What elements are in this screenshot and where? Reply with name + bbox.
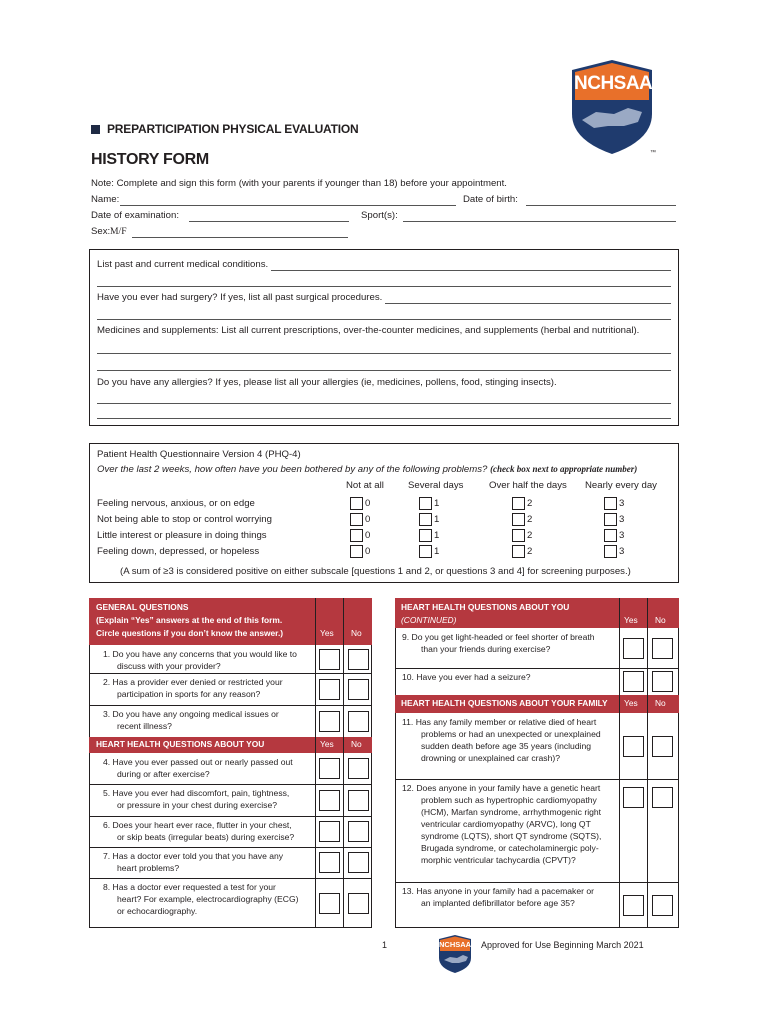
dob-label: Date of birth: <box>463 194 518 205</box>
question-text: Brugada syndrome, or catecholaminergic poly- <box>421 843 599 853</box>
family-no-label: No <box>655 698 666 708</box>
page-number: 1 <box>382 940 388 950</box>
phq4-score-label: 3 <box>619 546 625 557</box>
general-header-note-2: Circle questions if you don’t know the answer.) <box>96 628 284 638</box>
yes-checkbox[interactable] <box>623 895 644 916</box>
heart-cont-title: HEART HEALTH QUESTIONS ABOUT YOU <box>401 602 570 612</box>
approved-note: Approved for Use Beginning March 2021 <box>481 940 644 950</box>
allergies-line-1[interactable] <box>97 403 671 404</box>
no-checkbox[interactable] <box>348 711 369 732</box>
phq4-score-label: 0 <box>365 546 371 557</box>
general-header-note-1: (Explain “Yes” answers at the end of this form. <box>96 615 283 625</box>
family-header-title: HEART HEALTH QUESTIONS ABOUT YOUR FAMILY <box>401 698 608 708</box>
form-title: HISTORY FORM <box>91 151 209 168</box>
phq4-score-label: 1 <box>434 498 440 509</box>
conditions-line-2[interactable] <box>97 286 671 287</box>
question-text: (HCM), Marfan syndrome, arrhythmogenic right <box>421 807 602 817</box>
general-no-label: No <box>351 628 362 638</box>
question-text: ventricular cardiomyopathy (ARVC), long QT <box>421 819 591 829</box>
phq4-score-label: 2 <box>527 514 533 525</box>
exam-date-label: Date of examination: <box>91 210 179 221</box>
left-row-divider <box>89 847 372 848</box>
family-yes-label: Yes <box>624 698 638 708</box>
phq4-checkbox-r1-c3[interactable] <box>604 497 617 510</box>
phq4-score-label: 0 <box>365 514 371 525</box>
yes-checkbox[interactable] <box>319 790 340 811</box>
logo-text: NCHSAA <box>574 73 653 94</box>
left-row-divider <box>89 878 372 879</box>
question-text: participation in sports for any reason? <box>117 689 261 699</box>
heart-no-label: No <box>351 739 362 749</box>
phq4-checkbox-r3-c2[interactable] <box>512 529 525 542</box>
phq4-score-label: 1 <box>434 546 440 557</box>
yes-checkbox[interactable] <box>319 821 340 842</box>
no-checkbox[interactable] <box>348 679 369 700</box>
phq4-checkbox-r2-c2[interactable] <box>512 513 525 526</box>
sports-label: Sport(s): <box>361 210 398 221</box>
phq4-checkbox-r4-c3[interactable] <box>604 545 617 558</box>
phq4-score-label: 3 <box>619 530 625 541</box>
yes-checkbox[interactable] <box>319 649 340 670</box>
sex-label: Sex: <box>91 226 111 237</box>
phq4-score-label: 0 <box>365 530 371 541</box>
general-header-title: GENERAL QUESTIONS <box>96 602 189 612</box>
no-checkbox[interactable] <box>348 893 369 914</box>
phq4-item-4: Feeling down, depressed, or hopeless <box>97 546 260 557</box>
no-checkbox[interactable] <box>652 671 673 692</box>
phq4-score-label: 2 <box>527 498 533 509</box>
question-text: syndrome (LQTS), short QT syndrome (SQTS), <box>421 831 602 841</box>
phq4-col-several-days: Several days <box>408 480 464 491</box>
phq4-checkbox-r4-c0[interactable] <box>350 545 363 558</box>
yes-checkbox[interactable] <box>623 736 644 757</box>
exam-date-field[interactable] <box>189 221 349 222</box>
left-row-divider <box>89 784 372 785</box>
phq4-checkbox-r3-c0[interactable] <box>350 529 363 542</box>
phq4-checkbox-r3-c1[interactable] <box>419 529 432 542</box>
question-text: sudden death before age 35 years (including <box>421 741 592 751</box>
question-text: 6. Does your heart ever race, flutter in your chest, <box>103 820 292 830</box>
question-text: 3. Do you have any ongoing medical issues or <box>103 709 279 719</box>
footer-logo-text: NCHSAA <box>439 940 472 949</box>
phq4-title: Patient Health Questionnaire Version 4 (PHQ-4) <box>97 449 301 460</box>
phq4-score-label: 3 <box>619 514 625 525</box>
question-text: 8. Has a doctor ever requested a test for your <box>103 882 276 892</box>
question-text: morphic ventricular tachycardia (CPVT)? <box>421 855 576 865</box>
question-text: than your friends during exercise? <box>421 644 551 654</box>
left-row-divider <box>89 705 372 706</box>
phq4-checkbox-r1-c0[interactable] <box>350 497 363 510</box>
phq4-item-1: Feeling nervous, anxious, or on edge <box>97 498 255 509</box>
left-row-divider <box>89 673 372 674</box>
dob-field[interactable] <box>526 205 676 206</box>
question-text: discuss with your provider? <box>117 661 221 671</box>
heart-cont-no-label: No <box>655 615 666 625</box>
phq4-item-2: Not being able to stop or control worrying <box>97 514 272 525</box>
question-text: 1. Do you have any concerns that you would like to <box>103 649 297 659</box>
name-field[interactable] <box>120 205 456 206</box>
no-checkbox[interactable] <box>348 790 369 811</box>
instructions-note: Note: Complete and sign this form (with your parents if younger than 18) before your appointment. <box>91 178 507 189</box>
phq4-checkbox-r4-c2[interactable] <box>512 545 525 558</box>
medical-history-box <box>89 249 679 426</box>
name-label: Name: <box>91 194 120 205</box>
phq4-score-label: 3 <box>619 498 625 509</box>
surgery-label: Have you ever had surgery? If yes, list all past surgical procedures. <box>97 292 383 303</box>
phq4-score-label: 1 <box>434 514 440 525</box>
question-text: heart problems? <box>117 863 180 873</box>
section-bullet <box>91 125 100 134</box>
phq4-checkbox-r3-c3[interactable] <box>604 529 617 542</box>
phq4-checkbox-r2-c0[interactable] <box>350 513 363 526</box>
phq4-subtitle-text: Over the last 2 weeks, how often have you been bothered by any of the following problems? <box>97 464 488 475</box>
question-text: drowning or unexplained car crash)? <box>421 753 561 763</box>
trademark: ™ <box>650 150 656 156</box>
no-checkbox[interactable] <box>348 852 369 873</box>
surgery-line-1[interactable] <box>385 303 671 304</box>
phq4-score-label: 2 <box>527 546 533 557</box>
conditions-label: List past and current medical conditions. <box>97 259 269 270</box>
yes-checkbox[interactable] <box>319 758 340 779</box>
question-text: problems or had an unexpected or unexplained <box>421 729 601 739</box>
question-text: an implanted defibrillator before age 35? <box>421 898 575 908</box>
right-row-divider <box>395 882 679 883</box>
general-yes-label: Yes <box>320 628 334 638</box>
no-checkbox[interactable] <box>348 821 369 842</box>
question-text: or skip beats (irregular beats) during exercise? <box>117 832 295 842</box>
yes-checkbox[interactable] <box>319 679 340 700</box>
phq4-item-3: Little interest or pleasure in doing things <box>97 530 267 541</box>
section-title: PREPARTICIPATION PHYSICAL EVALUATION <box>107 122 359 136</box>
heart-header-title: HEART HEALTH QUESTIONS ABOUT YOU <box>96 739 265 749</box>
allergies-label: Do you have any allergies? If yes, please list all your allergies (ie, medicines, pollens, food, stinging insects). <box>97 377 557 388</box>
conditions-line-1[interactable] <box>271 270 671 271</box>
no-checkbox[interactable] <box>652 736 673 757</box>
medicines-line-1[interactable] <box>97 353 671 354</box>
phq4-col-not-at-all: Not at all <box>346 480 384 491</box>
yes-checkbox[interactable] <box>623 787 644 808</box>
right-row-divider <box>395 668 679 669</box>
medicines-label: Medicines and supplements: List all current prescriptions, over-the-counter medicines, and supplements (herbal and nutritional). <box>97 325 640 336</box>
sports-field[interactable] <box>403 221 676 222</box>
sex-field[interactable] <box>132 237 348 238</box>
yes-checkbox[interactable] <box>319 711 340 732</box>
question-text: 10. Have you ever had a seizure? <box>402 672 531 682</box>
question-text: 2. Has a provider ever denied or restricted your <box>103 677 283 687</box>
heart-yes-label: Yes <box>320 739 334 749</box>
surgery-line-2[interactable] <box>97 319 671 320</box>
left-row-divider <box>89 816 372 817</box>
phq4-subtitle <box>97 463 637 476</box>
heart-cont-continued: (CONTINUED) <box>401 615 457 625</box>
right-col-sep-2 <box>647 598 648 928</box>
question-text: 9. Do you get light-headed or feel shorter of breath <box>402 632 595 642</box>
yes-checkbox[interactable] <box>319 852 340 873</box>
phq4-instruction: (check box next to appropriate number) <box>490 464 638 474</box>
yes-checkbox[interactable] <box>623 638 644 659</box>
phq4-footnote: (A sum of ≥3 is considered positive on either subscale [questions 1 and 2, or questions 3 and 4] for screening purposes.) <box>120 566 631 577</box>
yes-checkbox[interactable] <box>319 893 340 914</box>
phq4-checkbox-r2-c3[interactable] <box>604 513 617 526</box>
sex-value: M/F <box>110 226 127 237</box>
question-text: problem such as hypertrophic cardiomyopathy <box>421 795 597 805</box>
nchsaa-logo <box>568 56 656 156</box>
phq4-score-label: 1 <box>434 530 440 541</box>
phq4-col-nearly-every: Nearly every day <box>585 480 657 491</box>
footer-logo <box>437 934 473 974</box>
phq4-col-over-half: Over half the days <box>489 480 567 491</box>
right-row-divider <box>395 779 679 780</box>
question-text: 5. Have you ever had discomfort, pain, tightness, <box>103 788 290 798</box>
allergies-line-2[interactable] <box>97 418 671 419</box>
phq4-checkbox-r4-c1[interactable] <box>419 545 432 558</box>
medicines-line-2[interactable] <box>97 370 671 371</box>
no-checkbox[interactable] <box>652 895 673 916</box>
phq4-checkbox-r2-c1[interactable] <box>419 513 432 526</box>
no-checkbox[interactable] <box>652 638 673 659</box>
question-text: 13. Has anyone in your family had a pacemaker or <box>402 886 595 896</box>
phq4-checkbox-r1-c2[interactable] <box>512 497 525 510</box>
right-col-sep-1 <box>619 598 620 928</box>
question-text: 11. Has any family member or relative died of heart <box>402 717 597 727</box>
phq4-score-label: 2 <box>527 530 533 541</box>
question-text: 12. Does anyone in your family have a genetic heart <box>402 783 601 793</box>
question-text: 4. Have you ever passed out or nearly passed out <box>103 757 293 767</box>
heart-cont-yes-label: Yes <box>624 615 638 625</box>
question-text: 7. Has a doctor ever told you that you have any <box>103 851 284 861</box>
question-text: or echocardiography. <box>117 906 198 916</box>
yes-checkbox[interactable] <box>623 671 644 692</box>
no-checkbox[interactable] <box>348 649 369 670</box>
question-text: during or after exercise? <box>117 769 210 779</box>
no-checkbox[interactable] <box>348 758 369 779</box>
question-text: heart? For example, electrocardiography (ECG) <box>117 894 299 904</box>
question-text: or pressure in your chest during exercise? <box>117 800 278 810</box>
no-checkbox[interactable] <box>652 787 673 808</box>
phq4-checkbox-r1-c1[interactable] <box>419 497 432 510</box>
question-text: recent illness? <box>117 721 172 731</box>
phq4-score-label: 0 <box>365 498 371 509</box>
